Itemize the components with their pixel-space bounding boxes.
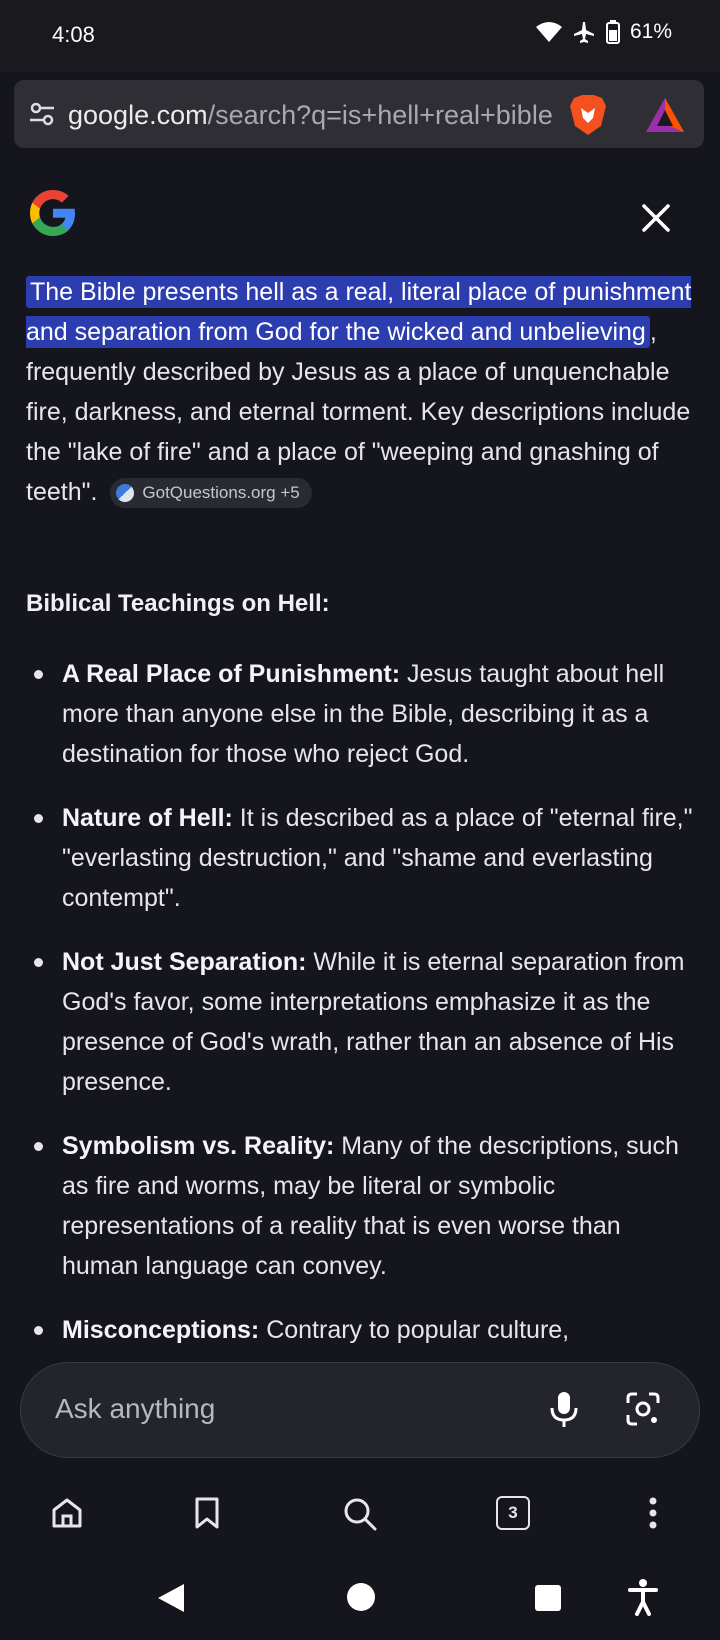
google-g-logo	[26, 186, 80, 245]
browser-bottom-nav	[0, 1478, 720, 1558]
list-item	[26, 798, 698, 918]
google-lens-icon[interactable]	[625, 1391, 661, 1432]
tune-icon[interactable]	[28, 100, 56, 133]
source-chip-label: GotQuestions.org +5	[142, 483, 300, 503]
highlighted-answer: The Bible presents hell as a real, literal place of punishment and separation from God for the wicked and unbelieving	[26, 278, 692, 346]
airplane-mode-icon	[572, 20, 596, 44]
list-item-title: Not Just Separation:	[62, 948, 307, 976]
search-icon[interactable]	[342, 1496, 378, 1537]
status-time: 4:08	[52, 22, 95, 47]
wifi-icon	[536, 21, 562, 43]
list-item-title: A Real Place of Punishment:	[62, 660, 401, 688]
battery-percent: 61%	[629, 20, 672, 43]
status-icons	[536, 20, 672, 44]
list-item	[26, 1310, 698, 1346]
ask-placeholder: Ask anything	[55, 1393, 216, 1424]
ai-panel-header	[0, 162, 720, 242]
status-bar	[0, 0, 720, 72]
ai-answer-paragraph	[26, 272, 698, 512]
bookmark-icon[interactable]	[192, 1496, 222, 1535]
list-item	[26, 942, 698, 1102]
url-bar[interactable]	[14, 80, 704, 148]
battery-icon	[606, 20, 620, 44]
list-item	[26, 654, 698, 774]
more-menu-icon[interactable]	[648, 1496, 658, 1535]
answer-text: , frequently described by Jesus as a place of unquenchable fire, darkness, and eternal torment. Key descriptions include the "lake of fire" and a place of "weeping and gnashing of teeth".	[26, 318, 691, 506]
tab-switcher-button[interactable]	[496, 1496, 530, 1530]
system-nav-bar	[0, 1560, 720, 1640]
home-icon[interactable]	[50, 1496, 84, 1535]
recents-icon[interactable]	[534, 1584, 562, 1617]
source-chip[interactable]	[110, 478, 311, 508]
list-item-text: It is described as a place of "eternal fire," "everlasting destruction," and "shame and everlasting contempt".	[62, 804, 693, 912]
url-path: /search?q=is+hell+real+bible	[207, 100, 553, 130]
ask-input[interactable]	[20, 1362, 700, 1458]
list-item-text: Contrary to popular culture,	[259, 1316, 570, 1344]
list-item-text: While it is eternal separation from God's favor, some interpretations emphasize it as the presence of God's wrath, rather than an absence of His presence.	[62, 948, 685, 1096]
teachings-list	[26, 654, 698, 1346]
list-item-title: Misconceptions:	[62, 1316, 260, 1344]
list-item-title: Symbolism vs. Reality:	[62, 1132, 335, 1160]
home-circle-icon[interactable]	[346, 1582, 376, 1617]
tab-count: 3	[496, 1496, 530, 1530]
brave-lion-icon[interactable]	[568, 94, 608, 141]
microphone-icon[interactable]	[549, 1391, 579, 1434]
list-item-text: Many of the descriptions, such as fire and worms, may be literal or symbolic representations of a reality that is even worse than human language can convey.	[62, 1132, 679, 1280]
scroll-clip	[0, 640, 720, 1346]
list-item-title: Nature of Hell:	[62, 804, 233, 832]
close-icon[interactable]	[636, 198, 676, 238]
url-host: google.com	[68, 100, 208, 130]
accessibility-icon[interactable]	[628, 1578, 658, 1621]
list-item	[26, 1126, 698, 1286]
section-heading: Biblical Teachings on Hell:	[26, 590, 330, 617]
url-text[interactable]	[68, 100, 568, 131]
back-icon[interactable]	[156, 1582, 186, 1619]
source-favicon-icon	[116, 484, 134, 502]
list-item-text: Jesus taught about hell more than anyone else in the Bible, describing it as a destination for those who reject God.	[62, 660, 665, 768]
bat-rewards-icon[interactable]	[644, 96, 686, 139]
